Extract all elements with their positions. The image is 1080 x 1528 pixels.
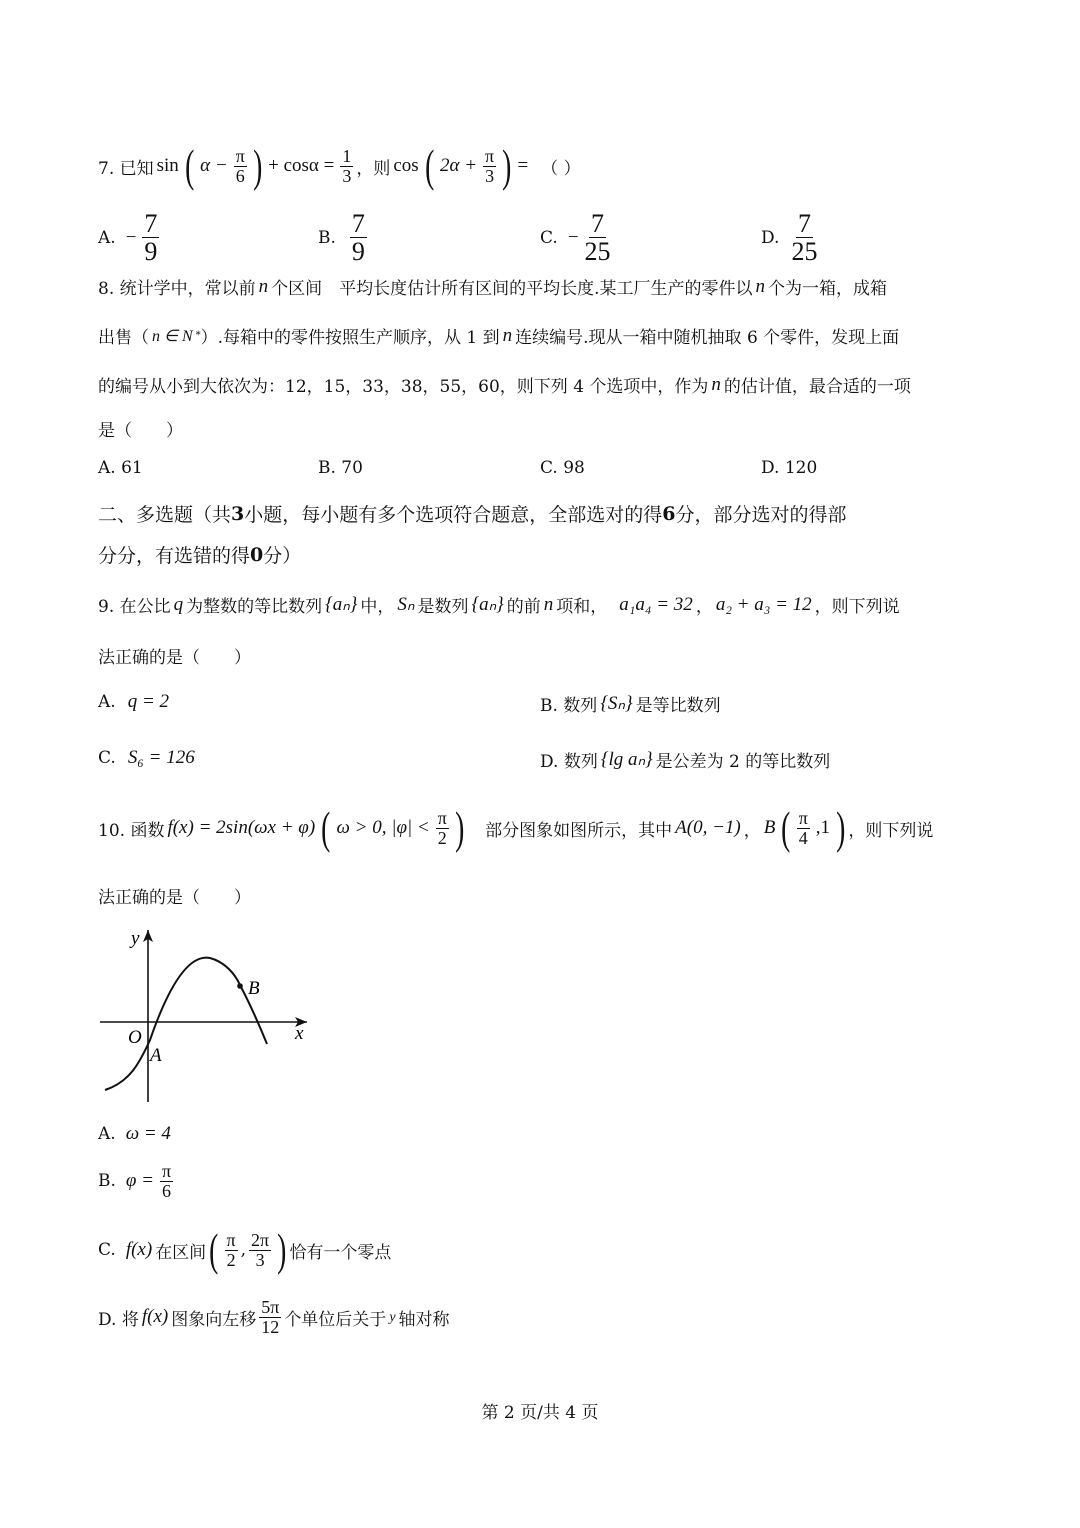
fraction [797, 809, 810, 848]
math: f(x) [141, 1306, 169, 1328]
text: 10. 函数 [98, 820, 165, 841]
option-label: C. [98, 1240, 116, 1260]
paren: ) [502, 140, 512, 191]
var-n: n [258, 275, 269, 297]
paren: ) [277, 1224, 287, 1275]
math: Sₙ [397, 594, 415, 615]
math: {aₙ} [471, 594, 504, 615]
option-label: B. 数列 [540, 696, 598, 716]
sine-curve [105, 958, 267, 1090]
option-label: C. [98, 748, 116, 768]
q9-option-c[interactable] [98, 747, 198, 769]
paren: ( [209, 1224, 219, 1275]
math: y [389, 1310, 396, 1325]
math: q = 2 [127, 691, 170, 712]
q7-cos: + cosα = [268, 155, 335, 176]
q10-line-1 [98, 802, 934, 853]
q7-option-d[interactable] [761, 210, 820, 266]
fraction [234, 147, 247, 186]
math: {Sₙ} [600, 693, 633, 714]
var-n: n [711, 373, 721, 395]
num: π [437, 807, 447, 828]
den: 6 [235, 165, 245, 186]
point-a-label: A [150, 1045, 162, 1066]
q8-line-1 [98, 274, 887, 299]
q7-option-a[interactable] [98, 210, 162, 266]
num: 7 [797, 209, 811, 238]
q8-line-2 [98, 323, 899, 348]
num: π [485, 145, 495, 166]
math: {lg aₙ} [600, 749, 653, 770]
q8-option-b[interactable]: B. 70 [318, 458, 363, 478]
text: 6 [662, 502, 676, 525]
num: 2π [251, 1229, 270, 1250]
den: 9 [351, 237, 365, 267]
den: 25 [584, 237, 611, 267]
fraction [483, 147, 496, 186]
text: ）.每箱中的零件按照生产顺序，从 1 到 [200, 328, 500, 348]
option-label: B. [98, 1171, 116, 1192]
text: 小题，每小题有多个选项符合题意，全部选对的得 [244, 504, 663, 526]
point-b [237, 983, 243, 989]
text: 连续编号.现从一箱中随机抽取 6 个零件，发现上面 [515, 328, 900, 348]
text: 是（ ） [98, 421, 183, 441]
text: 出售（ [98, 328, 149, 348]
q8-option-d[interactable]: D. 120 [761, 458, 818, 478]
q7-arg2: 2α + [439, 155, 478, 176]
den: 25 [791, 237, 818, 267]
q8-line-4 [98, 416, 183, 441]
q7-cos2: cos [393, 155, 419, 176]
text: 二、多选题（共 [98, 504, 232, 526]
fraction [142, 210, 159, 266]
num: π [162, 1161, 172, 1181]
fraction [225, 1231, 238, 1270]
text: 是数列 [417, 597, 469, 617]
q9-line-1: 9. 在公比 q 为整数的等比数列 {aₙ} 中， Sₙ 是数列 {aₙ} 的前 n 项和， a₁a₄ = 32 ， a₂ + a₃ = 12 ，则下列说 [98, 593, 900, 617]
option-label: D. 将 [98, 1309, 139, 1330]
den: 2 [437, 827, 447, 848]
math: {aₙ} [325, 594, 358, 615]
math: a₁a₄ = 32 [619, 593, 693, 615]
text: 8. 统计学中，常以前 [98, 279, 256, 299]
q10-line-2 [98, 883, 251, 908]
var-n: n [502, 324, 513, 346]
den: 2 [226, 1249, 236, 1270]
sign: − [125, 226, 137, 248]
math: φ = [125, 1170, 154, 1192]
text: 分分，有选错的得 [98, 545, 251, 567]
q9-option-a[interactable] [98, 691, 172, 713]
text: 恰有一个零点 [289, 1242, 392, 1263]
q9-option-b[interactable] [540, 691, 721, 716]
text: 是公差为 2 的等比数列 [655, 752, 831, 772]
fraction [160, 1162, 173, 1201]
text: 法正确的是（ ） [98, 648, 251, 668]
x-label: x [295, 1023, 304, 1044]
option-label: B. [318, 227, 336, 248]
q10-option-b[interactable] [98, 1162, 176, 1201]
den: 3 [342, 165, 352, 186]
q9-line-2 [98, 643, 251, 668]
point-b-label: B [248, 978, 260, 999]
math: q [173, 593, 184, 615]
function-graph [95, 922, 315, 1107]
q7-option-b[interactable] [318, 210, 370, 266]
text: 的编号从小到大依次为：12，15，33，38，55，60，则下列 4 个选项中，作为 [98, 377, 709, 397]
math: f(x) [125, 1239, 153, 1260]
text: 分） [263, 545, 302, 567]
math: S₆ = 126 [127, 747, 195, 768]
text: 轴对称 [398, 1309, 450, 1330]
option-label: C. [540, 227, 558, 248]
num: 7 [144, 209, 158, 238]
fraction [340, 147, 353, 186]
text: ，则下列说 [814, 597, 900, 617]
math: ω > 0, |φ| < [336, 817, 430, 838]
text: 个为一箱，成箱 [768, 279, 888, 299]
math: ,1 [815, 817, 831, 838]
paren: ) [252, 140, 263, 191]
q7-option-c[interactable] [540, 210, 614, 266]
math: n [543, 593, 554, 615]
y-label: y [131, 928, 140, 949]
text: 是等比数列 [635, 696, 721, 716]
text: 法正确的是（ ） [98, 888, 251, 908]
text: ，则下列说 [848, 820, 934, 841]
page-footer: 第 2 页/共 4 页 [481, 1403, 599, 1423]
answer-blank: （ ） [541, 158, 581, 179]
num: π [235, 145, 245, 166]
paren: ( [321, 802, 331, 853]
option-label: A. [98, 227, 116, 248]
q7-prefix: 7. 已知 [98, 158, 154, 179]
math: a₂ + a₃ = 12 [715, 593, 812, 615]
option-label: A. [98, 1124, 116, 1144]
fraction [350, 210, 367, 266]
math: f(x) = 2sin(ωx + φ) [167, 817, 316, 838]
den: 3 [485, 165, 495, 186]
paren: ( [184, 140, 195, 191]
paren: ( [424, 140, 434, 191]
option-label: D. [761, 227, 780, 248]
q7-eq: = [517, 155, 529, 176]
text: 中， [360, 597, 395, 617]
q9-option-d[interactable] [540, 747, 830, 772]
den: 3 [255, 1249, 265, 1270]
q10-option-a[interactable] [98, 1123, 174, 1145]
q8-option-c[interactable]: C. 98 [540, 458, 585, 478]
text: 9. 在公比 [98, 597, 171, 617]
sign: − [567, 226, 579, 248]
num: 7 [351, 209, 365, 238]
text: 分，部分选对的得部 [675, 504, 847, 526]
text: 为整数的等比数列 [186, 597, 323, 617]
num: 7 [591, 209, 605, 238]
option-label: A. [98, 692, 116, 712]
text: 部分图象如图所示，其中 [485, 820, 673, 841]
math: n ∈ N [152, 327, 193, 345]
math-sup: * [195, 330, 201, 341]
text: 3 [231, 502, 245, 525]
q10-option-c[interactable]: C. f(x) 在区间 ( $\frac{\pi}{2}$ , $\frac{2\pi}{3}$ ) 恰有一个零点 [98, 1224, 392, 1275]
q7-arg1: α − [200, 155, 228, 176]
section-heading-2 [98, 541, 301, 568]
den: 12 [261, 1316, 280, 1337]
text: 个单位后关于 [284, 1309, 387, 1330]
fraction [436, 809, 449, 848]
var-n: n [755, 275, 766, 297]
q10-option-d[interactable] [98, 1298, 450, 1337]
q7-sin: sin [156, 155, 179, 176]
text: 个区间 平均长度估计所有区间的平均长度.某工厂生产的零件以 [271, 279, 753, 299]
q7-then: ，则 [356, 158, 391, 179]
q8-option-a[interactable]: A. 61 [98, 458, 143, 478]
q8-line-3 [98, 372, 911, 397]
den: 9 [144, 237, 158, 267]
option-label: D. 数列 [540, 752, 598, 772]
text: 图象向左移 [171, 1309, 257, 1330]
paren: ( [781, 802, 791, 853]
section-heading [98, 500, 847, 527]
num: 5π [261, 1297, 280, 1317]
text: 0 [250, 543, 264, 566]
den: 6 [162, 1180, 172, 1201]
fraction [791, 210, 817, 266]
text: 项和， [556, 597, 608, 617]
math: B [763, 817, 776, 838]
text: ， [743, 820, 761, 841]
num: π [226, 1229, 236, 1250]
origin-label: O [128, 1027, 142, 1048]
num: π [798, 807, 808, 828]
fraction [259, 1298, 281, 1337]
text: 的估计值，最合适的一项 [723, 377, 911, 397]
math: ω = 4 [125, 1123, 171, 1144]
fraction [585, 210, 611, 266]
num: 1 [342, 145, 352, 166]
text: 的前 [506, 597, 541, 617]
question-7 [98, 140, 581, 191]
fraction [249, 1231, 271, 1270]
math: A(0, −1) [675, 817, 741, 838]
paren: ) [454, 802, 465, 853]
den: 4 [798, 827, 808, 848]
text: 在区间 [155, 1242, 207, 1263]
paren: ) [836, 802, 846, 853]
